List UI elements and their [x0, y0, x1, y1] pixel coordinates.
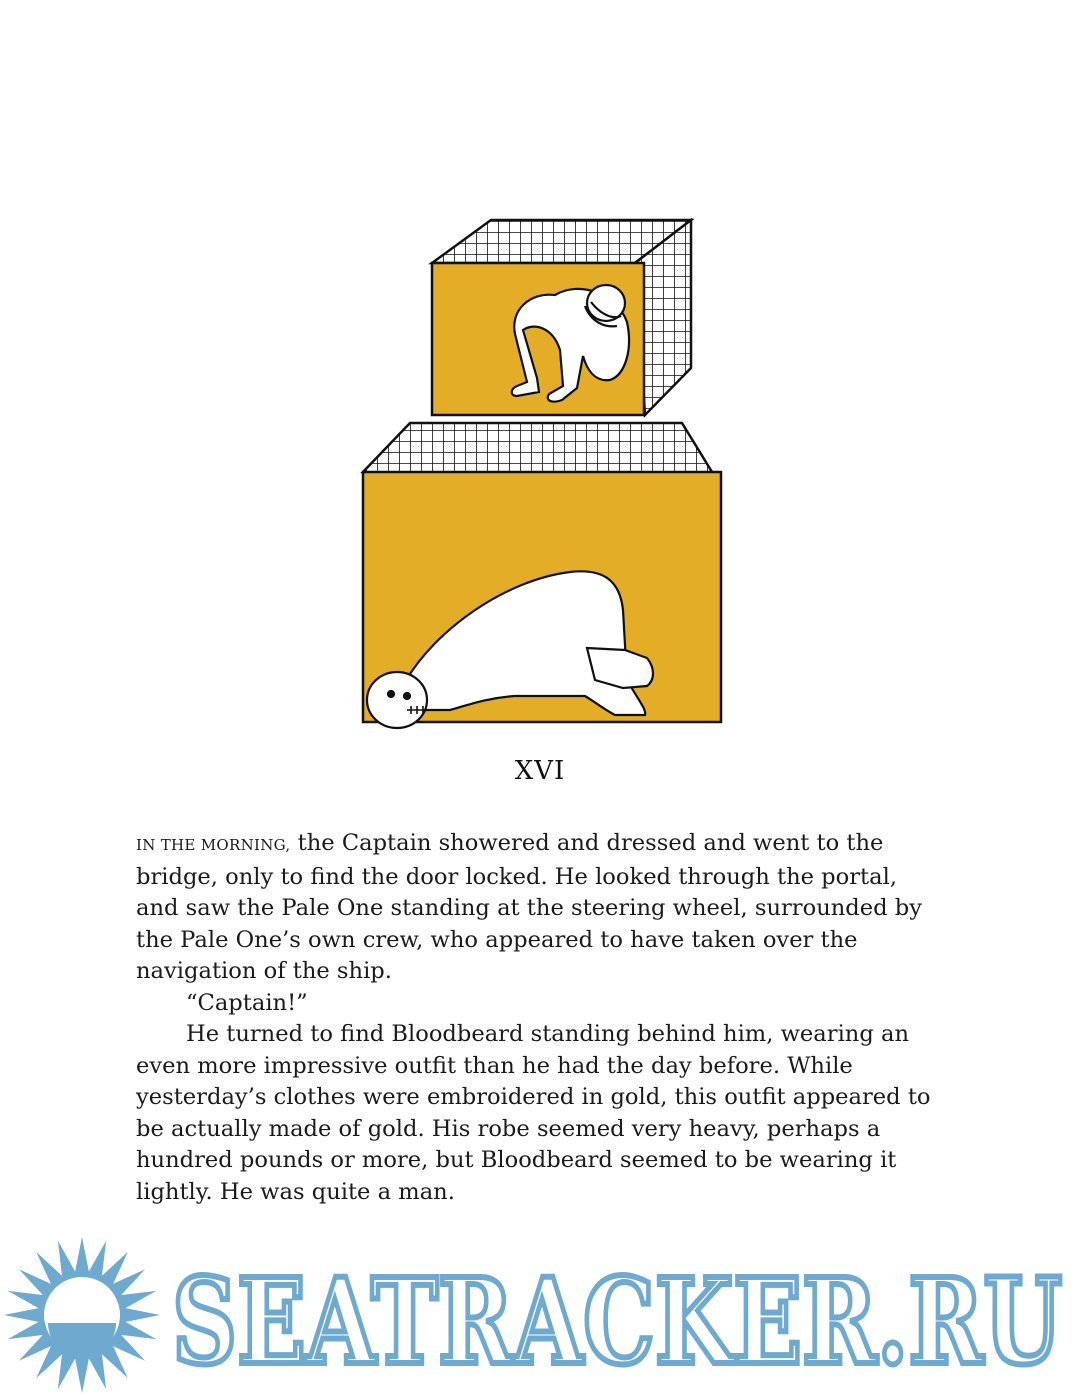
opening-smallcaps: IN THE MORNING,	[136, 836, 291, 854]
lower-cage	[363, 423, 721, 728]
paragraph-1-text: the Captain showered and dressed and went to the bridge, only to find the door locked. He looked through the portal, and saw the Pale One standing at the steering wheel, surrounded by the Pale One’s own crew, who appeared to have taken over the navigation of the ship.	[136, 830, 923, 984]
sun-icon	[4, 1237, 160, 1393]
paragraph-1	[136, 828, 946, 988]
paragraph-3: He turned to find Bloodbeard standing behind him, wearing an even more impressive outfit than he had the day before. While yesterday’s clothes were embroidered in gold, this outfit appeared to be actually made of gold. His robe seemed very heavy, perhaps a hundred pounds or more, but Bloodbeard seemed to be wearing it lightly. He was quite a man.	[136, 1021, 931, 1205]
chapter-number: XVI	[514, 756, 566, 786]
paragraph-2: “Captain!”	[186, 989, 308, 1016]
watermark-text: SEATRACKER.RU	[172, 1252, 1062, 1391]
watermark-logo	[0, 1235, 1080, 1397]
chapter-body	[136, 828, 946, 1208]
figures-in-cages-illustration	[355, 210, 735, 730]
upper-cage	[432, 220, 691, 415]
